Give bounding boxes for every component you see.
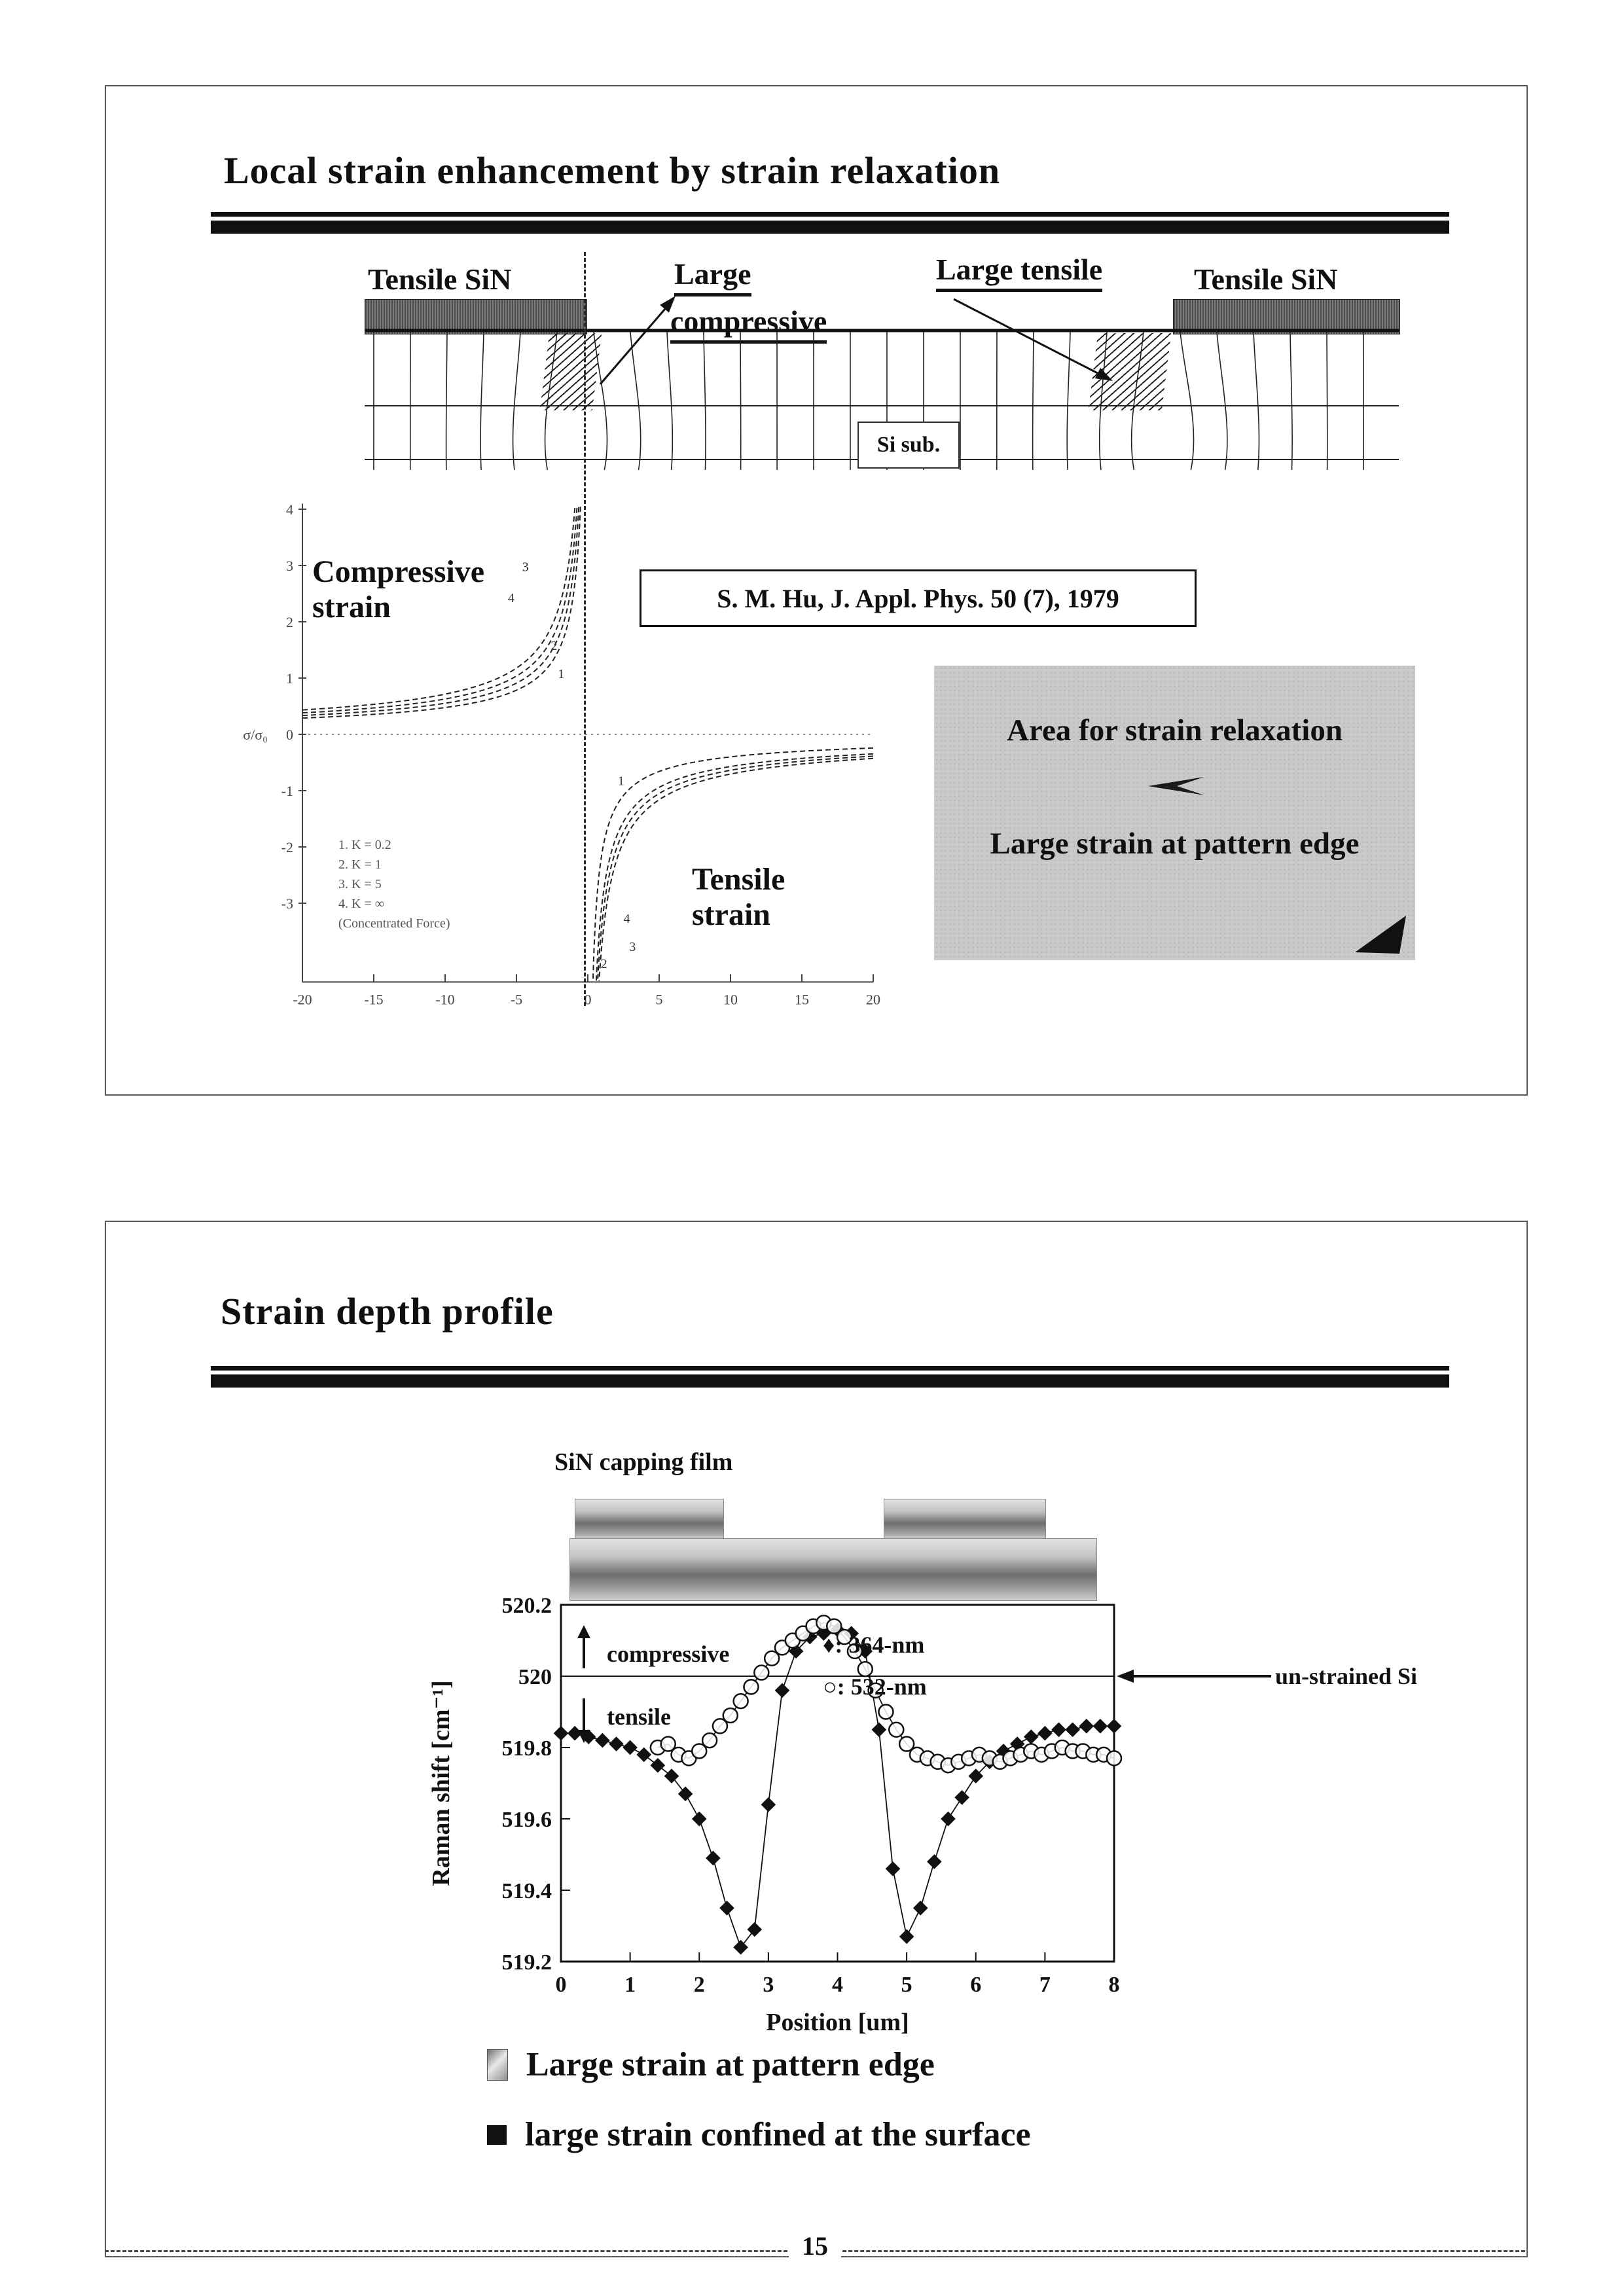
tensile-strain-label: Tensile strain [692, 862, 785, 932]
svg-text:519.4: 519.4 [501, 1879, 552, 1903]
rule-thin [211, 212, 1449, 217]
svg-text:2: 2 [550, 639, 558, 653]
svg-text:520: 520 [518, 1665, 552, 1689]
svg-text:3: 3 [522, 560, 529, 575]
svg-text:2. K = 1: 2. K = 1 [338, 857, 382, 872]
raman-shift-chart [420, 1569, 1468, 2040]
slide-2 [105, 1221, 1528, 2257]
svg-text:2: 2 [286, 614, 293, 630]
svg-text:un-strained Si: un-strained Si [1275, 1663, 1418, 1689]
svg-text:519.6: 519.6 [501, 1808, 552, 1832]
citation-text: S. M. Hu, J. Appl. Phys. 50 (7), 1979 [717, 583, 1119, 613]
callout-line2: Large strain at pattern edge [990, 827, 1360, 861]
svg-text:compressive: compressive [607, 1641, 730, 1667]
svg-text:1. K = 0.2: 1. K = 0.2 [338, 838, 391, 852]
left-film-label: Tensile SiN [368, 262, 512, 296]
svg-text:520.2: 520.2 [501, 1594, 552, 1618]
svg-text:4: 4 [507, 590, 514, 605]
compressive-annotation-line1: Large [674, 257, 751, 296]
svg-text:1: 1 [558, 667, 565, 681]
svg-text:-5: -5 [510, 991, 523, 1008]
svg-text:(Concentrated Force): (Concentrated Force) [338, 916, 450, 931]
svg-text:3: 3 [629, 940, 636, 955]
svg-text:-1: -1 [281, 783, 293, 799]
svg-text:Raman shift [cm⁻¹]: Raman shift [cm⁻¹] [427, 1680, 455, 1886]
svg-text:σ/σ₀: σ/σ₀ [243, 726, 268, 743]
slide-1 [105, 85, 1528, 1096]
svg-text:-15: -15 [364, 991, 384, 1008]
rule-thick [211, 1374, 1449, 1388]
capping-film-right-bump [884, 1499, 1046, 1541]
strain-relaxation-callout [934, 666, 1415, 960]
svg-text:4: 4 [623, 912, 630, 927]
pattern-edge-dashed-line [584, 252, 586, 1006]
svg-text:7: 7 [1039, 1973, 1051, 1997]
svg-text:4: 4 [832, 1973, 843, 1997]
solid-square-bullet-icon [487, 2125, 507, 2145]
svg-text:-20: -20 [293, 991, 312, 1008]
tensile-arrowhead-icon [1095, 368, 1113, 381]
annotation-arrows [577, 283, 1140, 401]
callout-line1: Area for strain relaxation [1006, 713, 1343, 747]
capping-film-left-bump [575, 1499, 724, 1541]
svg-text:5: 5 [655, 991, 663, 1008]
svg-text:6: 6 [970, 1973, 982, 1997]
bullet-2 [487, 2115, 1031, 2154]
svg-text:0: 0 [286, 726, 293, 743]
svg-text:Position [um]: Position [um] [766, 2009, 909, 2036]
bullet-2-text: large strain confined at the surface [525, 2116, 1031, 2153]
gradient-square-bullet-icon [487, 2049, 508, 2081]
rule-thin [211, 1366, 1449, 1371]
svg-text:519.8: 519.8 [501, 1736, 552, 1761]
svg-text:3: 3 [763, 1973, 774, 1997]
tensile-annotation: Large tensile [936, 252, 1102, 292]
down-left-arrow-icon [1139, 773, 1211, 799]
svg-text:2: 2 [693, 1973, 705, 1997]
svg-text:1: 1 [617, 774, 624, 789]
svg-text:8: 8 [1108, 1973, 1120, 1997]
page-number: 15 [789, 2231, 841, 2261]
slide2-title-rule [211, 1366, 1449, 1388]
svg-text:519.2: 519.2 [501, 1950, 552, 1975]
compressive-annotation-line2: compressive [670, 304, 827, 344]
compressive-arrowhead-icon [660, 296, 676, 313]
compressive-strain-label: Compressive strain [312, 554, 485, 624]
slide1-title-rule [211, 212, 1449, 234]
svg-text:-3: -3 [281, 895, 293, 912]
substrate-label: Si sub. [876, 433, 941, 457]
svg-text:1: 1 [286, 670, 293, 687]
svg-text:10: 10 [723, 991, 738, 1008]
svg-text:4. K = ∞: 4. K = ∞ [338, 897, 384, 911]
svg-text:-10: -10 [435, 991, 455, 1008]
svg-text:3. K = 5: 3. K = 5 [338, 877, 382, 891]
svg-text:3: 3 [286, 558, 293, 574]
rule-thick [211, 221, 1449, 234]
svg-text:0: 0 [555, 1973, 567, 1997]
svg-text:4: 4 [286, 501, 293, 518]
tensile-arrow-line [954, 299, 1109, 379]
bullet-1-text: Large strain at pattern edge [526, 2046, 935, 2083]
svg-text:15: 15 [795, 991, 809, 1008]
svg-text:○: 532-nm: ○: 532-nm [823, 1674, 927, 1700]
bullet-1 [487, 2045, 935, 2084]
citation-box [640, 569, 1197, 627]
svg-text:2: 2 [600, 956, 607, 971]
capping-film-label: SiN capping film [554, 1448, 733, 1476]
right-film-label: Tensile SiN [1194, 262, 1338, 296]
corner-arrow-icon [1351, 912, 1410, 958]
svg-text:0: 0 [584, 991, 592, 1008]
slide2-title: Strain depth profile [221, 1290, 554, 1333]
svg-text:tensile: tensile [607, 1704, 671, 1730]
svg-text:♦: 364-nm: ♦: 364-nm [823, 1632, 925, 1658]
svg-text:5: 5 [901, 1973, 912, 1997]
svg-text:1: 1 [624, 1973, 636, 1997]
svg-text:20: 20 [866, 991, 880, 1008]
substrate-label-box [857, 422, 960, 469]
compressive-arrow-line [600, 300, 673, 384]
svg-text:-2: -2 [281, 839, 293, 855]
slide1-title: Local strain enhancement by strain relaxation [224, 149, 1001, 192]
